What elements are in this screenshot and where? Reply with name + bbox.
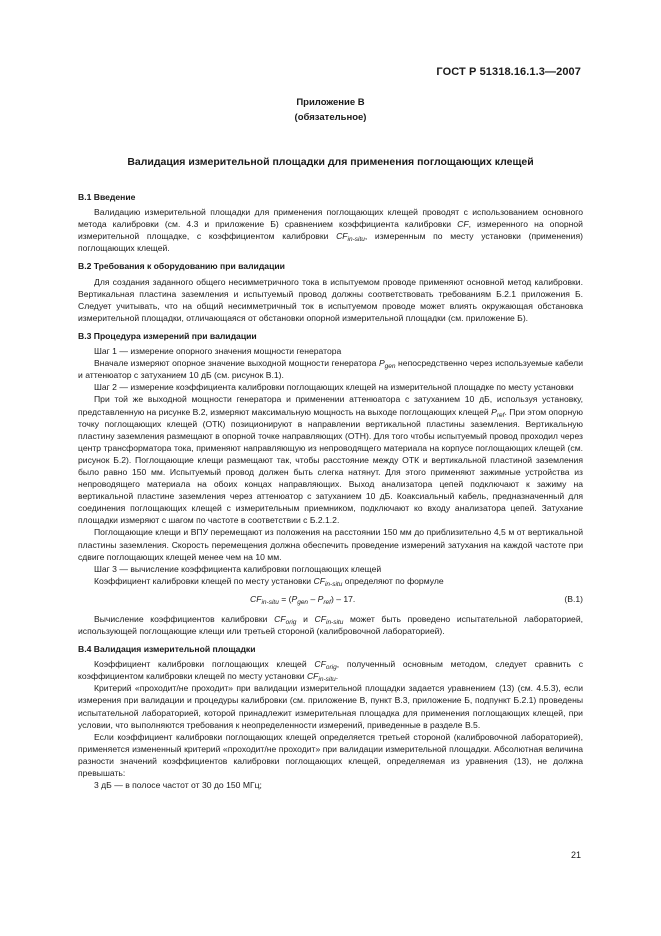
- paragraph: Коэффициент калибровки поглощающих клещей $CF_{orig}$, полученный основным методом, следует сравнить с коэффициентом калибровки клещей по месту установки $CF_{in-situ}$.: [78, 659, 584, 684]
- document-code-header: ГОСТ Р 51318.16.1.3—2007: [436, 66, 581, 78]
- appendix-heading: [0, 95, 661, 125]
- main-title: Валидация измерительной площадки для применения поглощающих клещей: [127, 156, 534, 168]
- formula-number: (В.1): [564, 593, 583, 604]
- page-number: 21: [570, 850, 581, 860]
- paragraph: Для создания заданного общего несимметричного тока в испытуемом проводе применяют основной метод калибровки. Вертикальная пластина заземления и испытуемый провод должны соответствовать требованиям Б.2.1 приложения Б. Следует учитывать, что на общий несимметричный ток в испытуемом проводе может влиять окружающая обстановка измерительной площадки, отличающаяся от обстановки опорной измерительной площадки (см. приложение Б).: [78, 276, 583, 323]
- paragraph: Поглощающие клещи и ВПУ перемещают из положения на расстоянии 150 мм до приблизительно 4,5 м от вертикальной пластины заземления. Скорость перемещения должна обеспечить проведение измерений затухания на каждой частоте при сдвиге поглощающих клещей менее чем на 10 мм.: [78, 527, 583, 562]
- section-heading-b1: В.1 Введение: [78, 192, 136, 202]
- paragraph: Вначале измеряют опорное значение выходной мощности генератора $P_{gen}$ непосредственно через используемые кабели и аттенюатор с затуханием 10 дБ (см. рисунок В.1).: [78, 358, 583, 381]
- formula-b1: [78, 591, 583, 607]
- section-heading-b2: В.2 Требования к оборудованию при валидации: [78, 261, 285, 272]
- paragraph: Критерий «проходит/не проходит» при валидации измерительной площадки задается уравнением (13) (см. 4.5.3), если измерения при валидации и процедуры калибровки (см. приложение В, пункт В.3, приложение Б, подпункт Б.2.1) проведены испытательной лабораторией, которой принадлежит измерительная площадка для применения поглощающих клещей, при условии, что выполняются требования к неопределенности измерений, приведенные в разделе В.5.: [78, 683, 583, 730]
- section-heading-b4: В.4 Валидация измерительной площадки: [78, 644, 256, 655]
- paragraph: 3 дБ — в полосе частот от 30 до 150 МГц;: [94, 780, 262, 791]
- appendix-title: Приложение В: [296, 97, 365, 108]
- step-1-title: Шаг 1 — измерение опорного значения мощности генератора: [94, 346, 342, 357]
- step-2-title: Шаг 2 — измерение коэффициента калибровки поглощающих клещей на измерительной площадке по месту установки: [94, 382, 574, 393]
- paragraph: Вычисление коэффициентов калибровки $CF_{orig}$ и $CF_{in-situ}$ может быть проведено испытательной лабораторией, использующей поглощающие клещи или третьей стороной (калибровочной лабораторией).: [78, 613, 584, 636]
- paragraph: Если коэффициент калибровки поглощающих клещей определяется третьей стороной (калибровочной лабораторией), применяется измененный критерий «проходит/не проходит» при валидации измерительной площадки. Абсолютная величина разности значений коэффициентов калибровки поглощающих клещей, определяемая из уравнения (13), не должна превышать:: [78, 731, 583, 779]
- paragraph: При той же выходной мощности генератора и применении аттенюатора с затуханием 10 дБ, используя установку, представленную на рисунке В.2, измеряют максимальную мощность на выходе поглощающих клещей $P_{ref}$. При этом опорную точку поглощающих клещей (ОТК) позиционируют в направлении вертикальной пластины заземления. Вертикальную пластину заземления размещают в опорной точке направляющих (ОТН). Для того чтобы испытуемый провод проходил через центр трансформатора тока, применяют направляющую из непроводящего материала на корпусе поглощающих клещей (см. рисунок Б.2). Поглощающие клещи размещают так, чтобы расстояние между ОТК и вертикальной пластиной заземления было равно 150 мм. Испытуемый провод должен быть слегка натянут. Для этого применяют зажимные устройства из непроводящего материала на обоих концах направляющих. Выход анализатора цепей подключают к зажиму на вертикальной пластине заземления через аттенюатор с затуханием 10 дБ. Коаксиальный кабель, предназначенный для соединения поглощающих клещей с измерительным приемником, подключают ко входу анализатора цепей. Затухание площадки измеряют с шагом по частоте в соответствии с Б.2.1.2.: [78, 394, 584, 526]
- step-3-title: Шаг 3 — вычисление коэффициента калибровки поглощающих клещей: [94, 563, 382, 574]
- section-heading-b3: В.3 Процедура измерений при валидации: [78, 330, 257, 341]
- paragraph: Валидацию измерительной площадки для применения поглощающих клещей проводят с использованием основного метода калибровки (см. 4.3 и приложение Б) сравнением коэффициента калибровки CF, измеренного на опорной измерительной площадке, с коэффициентом калибровки $CF_{in-situ}$, измеренным по месту установки (применения) поглощающих клещей.: [78, 207, 583, 254]
- document-body: [78, 191, 583, 791]
- formula-expression: $CF_{in-situ} = (P_{gen} - P_{ref}) - 17$.: [250, 593, 356, 606]
- appendix-status: (обязательное): [294, 112, 367, 123]
- paragraph: Коэффициент калибровки клещей по месту установки $CF_{in-situ}$ определяют по формуле: [94, 575, 444, 588]
